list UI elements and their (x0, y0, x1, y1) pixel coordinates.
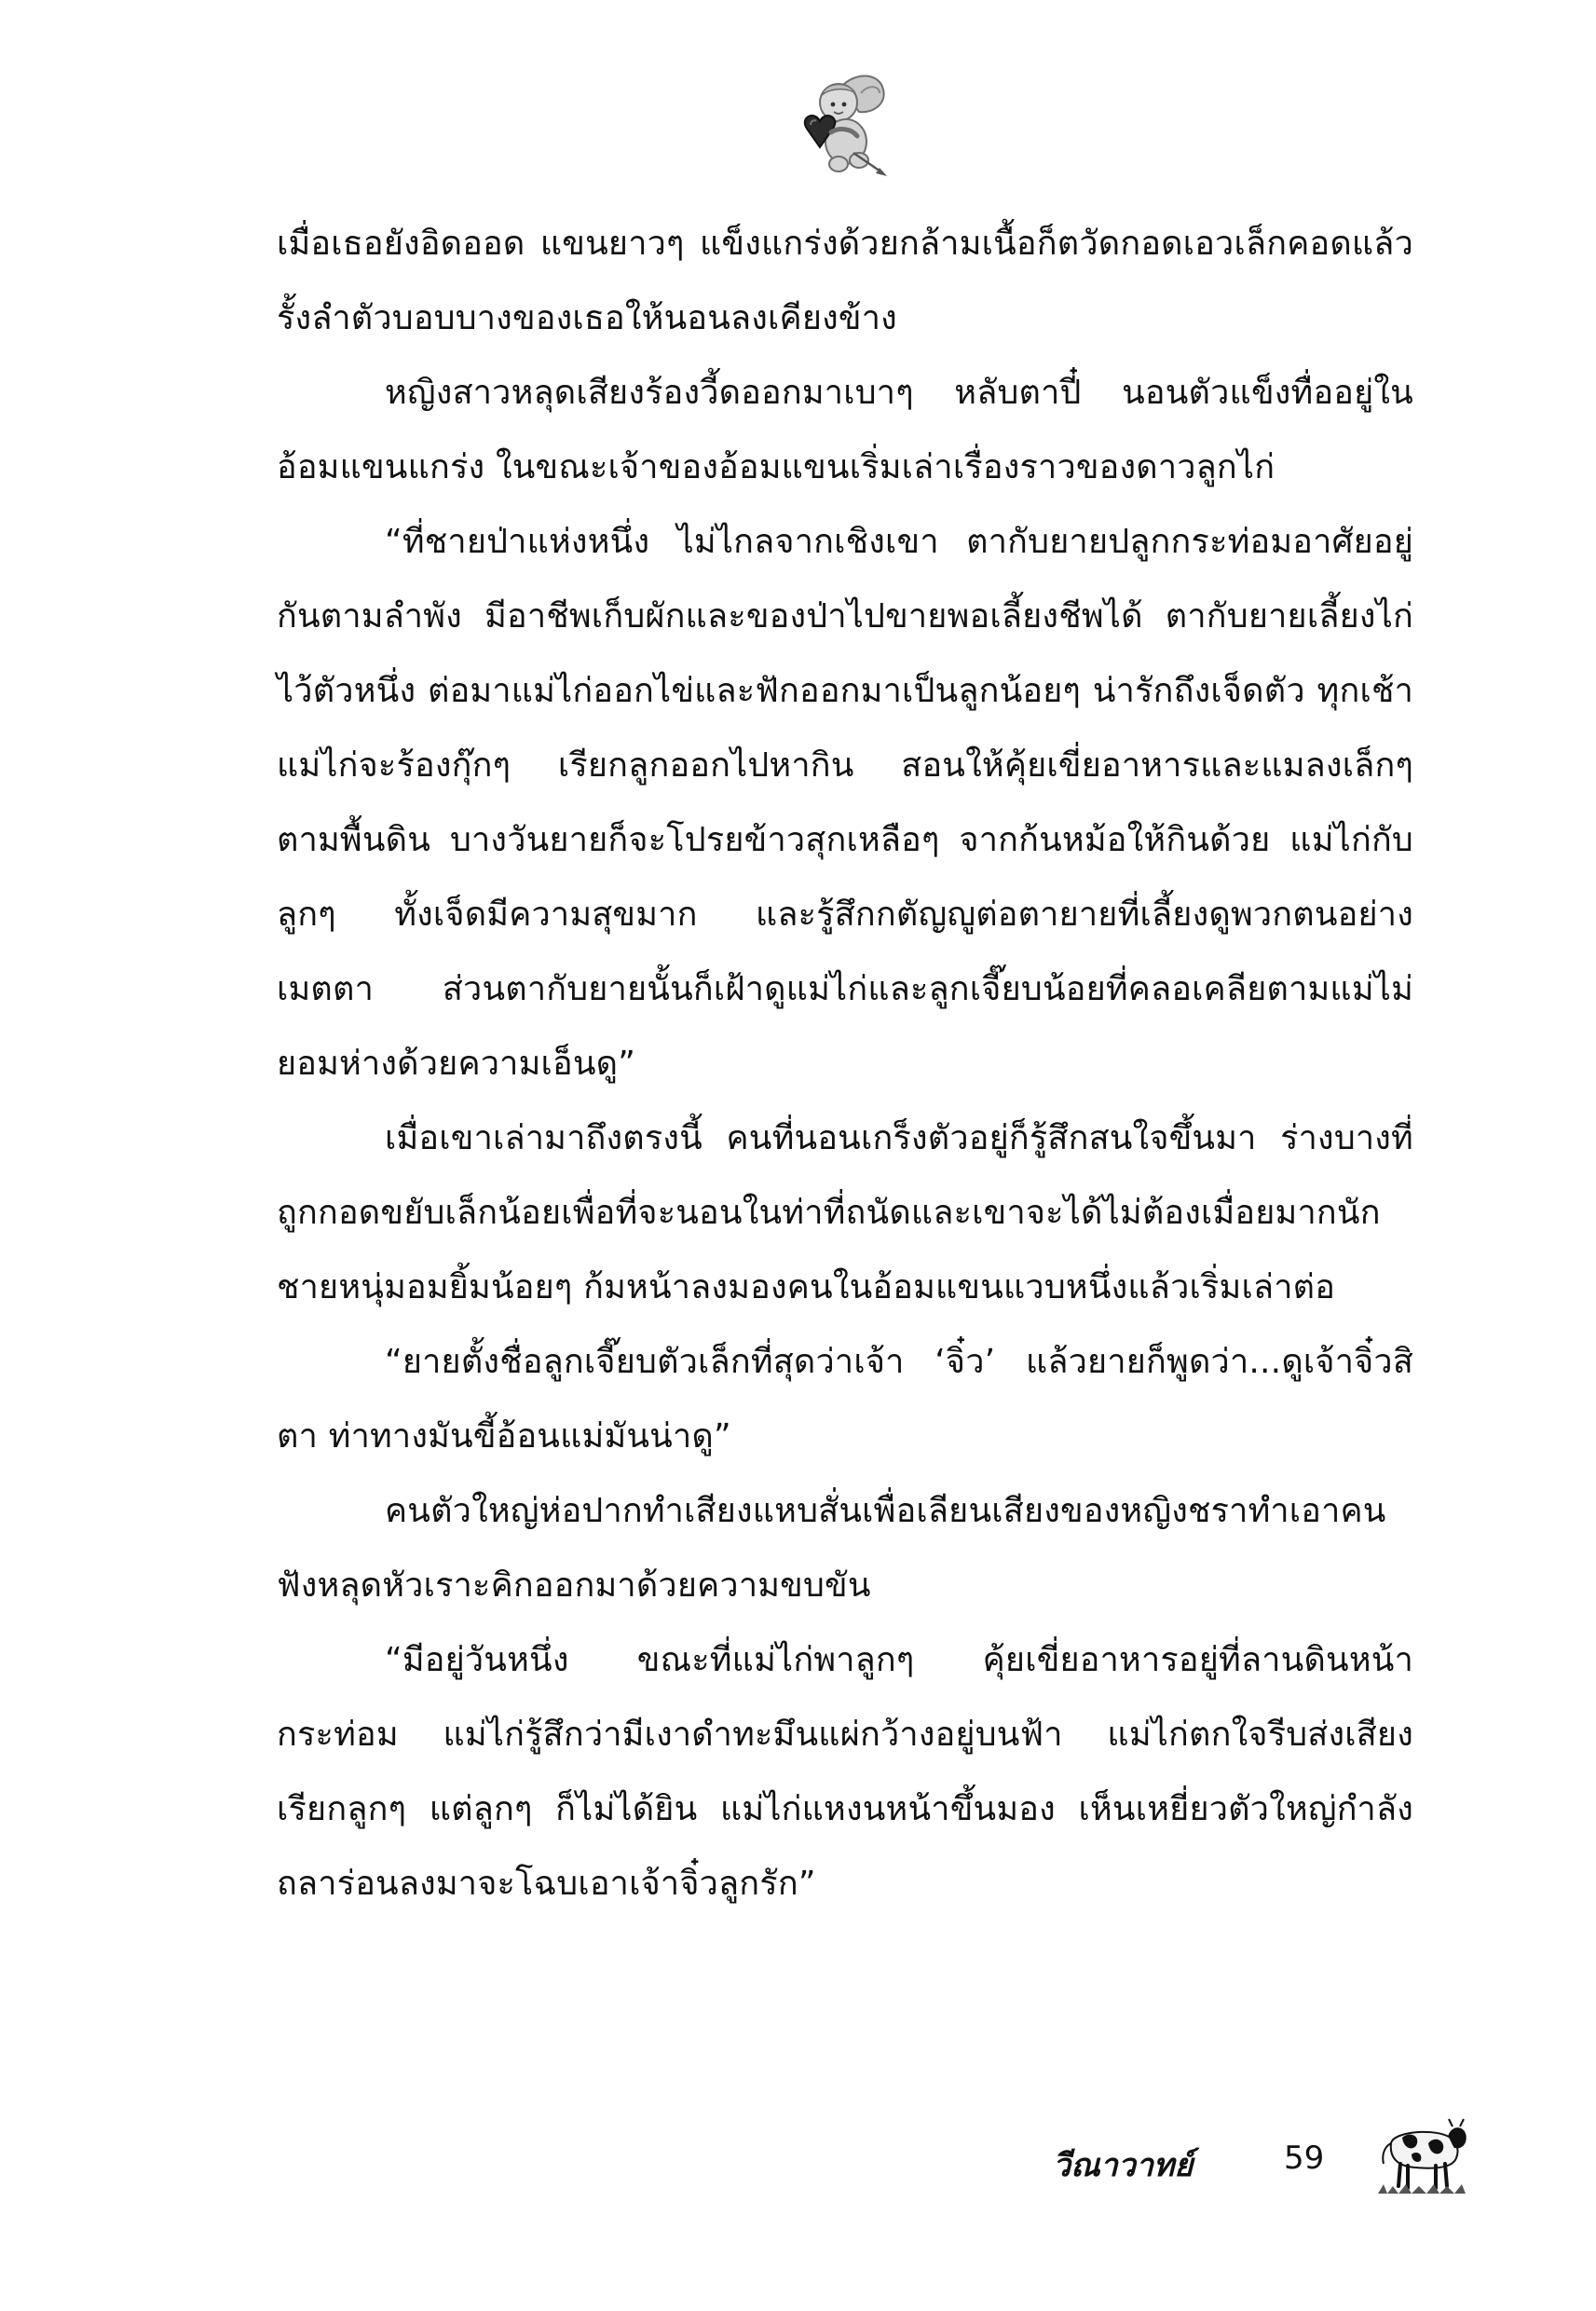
cherub-heart-icon (783, 67, 904, 188)
paragraph: เมื่อเธอยังอิดออด แขนยาวๆ แข็งแกร่งด้วยกล้ามเนื้อก็ตวัดกอดเอวเล็กคอดแล้วรั้งลำตัวบอบบางของเธอให้นอนลงเคียงข้าง (277, 225, 1413, 337)
paragraph: “มีอยู่วันหนึ่ง ขณะที่แม่ไก่พาลูกๆ คุ้ยเขี่ยอาหารอยู่ที่ลานดินหน้ากระท่อม แม่ไก่รู้สึกว่ามีเงาดำทะมึนแผ่กว้างอยู่บนฟ้า แม่ไก่ตกใจรีบส่งเสียงเรียกลูกๆ แต่ลูกๆ ก็ไม่ได้ยิน แม่ไก่แหงนหน้าขึ้นมอง เห็นเหยี่ยวตัวใหญ่กำลังถลาร่อนลงมาจะโฉบเอาเจ้าจิ๋วลูกรัก” (277, 1641, 1413, 1903)
paragraph: เมื่อเขาเล่ามาถึงตรงนี้ คนที่นอนเกร็งตัวอยู่ก็รู้สึกสนใจขึ้นมา ร่างบางที่ถูกกอดขยับเล็กน้อยเพื่อที่จะนอนในท่าที่ถนัดและเขาจะได้ไม่ต้องเมื่อยมากนัก ชายหนุ่มอมยิ้มน้อยๆ ก้มหน้าลงมองคนในอ้อมแขนแวบหนึ่งแล้วเริ่มเล่าต่อ (277, 1119, 1413, 1306)
page-footer (1053, 2115, 1500, 2227)
paragraph: คนตัวใหญ่ห่อปากทำเสียงแหบสั่นเพื่อเลียนเสียงของหญิงชราทำเอาคนฟังหลุดหัวเราะคิกออกมาด้วยความขบขัน (277, 1492, 1386, 1605)
cow-icon (1374, 2115, 1467, 2199)
paragraph: “ยายตั้งชื่อลูกเจี๊ยบตัวเล็กที่สุดว่าเจ้า ‘จิ๋ว’ แล้วยายก็พูดว่า...ดูเจ้าจิ๋วสิตา ท่าทางมันขี้อ้อนแม่มันน่าดู” (277, 1343, 1413, 1456)
page-number: 59 (1284, 2140, 1325, 2177)
body-text (277, 207, 1413, 1921)
book-title: วีณาวาทย์ (1053, 2147, 1194, 2184)
paragraph: “ที่ชายป่าแห่งหนึ่ง ไม่ไกลจากเชิงเขา ตากับยายปลูกกระท่อมอาศัยอยู่กันตามลำพัง มีอาชีพเก็บผักและของป่าไปขายพอเลี้ยงชีพได้ ตากับยายเลี้ยงไก่ไว้ตัวหนึ่ง ต่อมาแม่ไก่ออกไข่และฟักออกมาเป็นลูกน้อยๆ น่ารักถึงเจ็ดตัว ทุกเช้าแม่ไก่จะร้องกุ๊กๆ เรียกลูกออกไปหากิน สอนให้คุ้ยเขี่ยอาหารและแมลงเล็กๆ ตามพื้นดิน บางวันยายก็จะโปรยข้าวสุกเหลือๆ จากก้นหม้อให้กินด้วย แม่ไก่กับลูกๆ ทั้งเจ็ดมีความสุขมาก และรู้สึกกตัญญูต่อตายายที่เลี้ยงดูพวกตนอย่างเมตตา ส่วนตากับยายนั้นก็เฝ้าดูแม่ไก่และลูกเจี๊ยบน้อยที่คลอเคลียตามแม่ไม่ยอมห่างด้วยความเอ็นดู” (277, 523, 1413, 1083)
paragraph: หญิงสาวหลุดเสียงร้องวี้ดออกมาเบาๆ หลับตาปี๋ นอนตัวแข็งทื่ออยู่ในอ้อมแขนแกร่ง ในขณะเจ้าของอ้อมแขนเริ่มเล่าเรื่องราวของดาวลูกไก่ (277, 374, 1413, 486)
